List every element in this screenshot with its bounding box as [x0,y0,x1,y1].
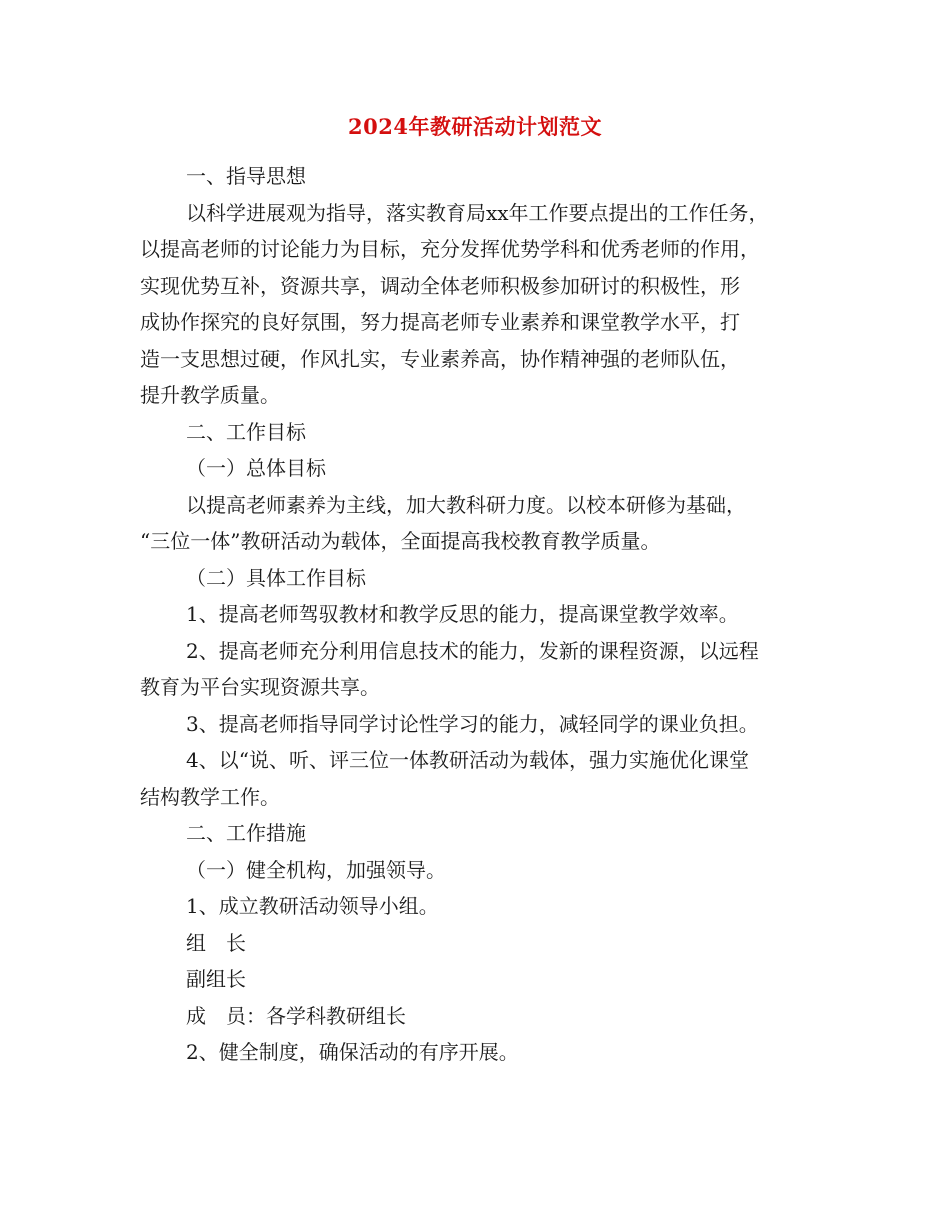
list-item: 2、提高老师充分利用信息技术的能力，发新的课程资源，以远程 [186,638,759,663]
list-item: 2、健全制度，确保活动的有序开展。 [186,1040,519,1064]
list-item: 3、提高老师指导同学讨论性学习的能力，减轻同学的课业负担。 [186,711,759,736]
paragraph-line: 成协作探究的良好氛围，努力提高老师专业素养和课堂教学水平，打 [140,310,740,334]
paragraph-line: 提升教学质量。 [140,383,280,407]
paragraph-line: 以提高老师素养为主线，加大教科研力度。以校本研修为基础， [186,492,746,517]
heading-work-measures: 二、工作措施 [186,821,306,845]
paragraph-line: 实现优势互补，资源共享，调动全体老师积极参加研讨的积极性，形 [140,273,740,298]
subheading-specific-goals: （二）具体工作目标 [186,565,366,590]
paragraph-line: 造一支思想过硬，作风扎实，专业素养高，协作精神强的老师队伍， [140,346,740,371]
role-members: 成 员：各学科教研组长 [186,1003,406,1028]
paragraph-line: 教育为平台实现资源共享。 [140,675,380,699]
paragraph-line: 以科学进展观为指导，落实教育局xx年工作要点提出的工作任务， [186,200,769,225]
list-item: 1、成立教研活动领导小组。 [186,894,439,918]
heading-guiding-ideology: 一、指导思想 [186,164,306,188]
subheading-overall-goals: （一）总体目标 [186,456,326,480]
subheading-organization: （一）健全机构，加强领导。 [186,857,446,882]
heading-work-goals: 二、工作目标 [186,419,306,444]
paragraph-line: “三位一体”教研活动为载体，全面提高我校教育教学质量。 [140,529,661,553]
list-item: 1、提高老师驾驭教材和教学反思的能力，提高课堂教学效率。 [186,602,739,626]
list-item: 4、以“说、听、评三位一体教研活动为载体，强力实施优化课堂 [186,748,749,772]
paragraph-line: 结构教学工作。 [140,784,280,809]
document-title: 2024年教研活动计划范文 [348,114,602,139]
document-body [140,158,820,1071]
paragraph-line: 以提高老师的讨论能力为目标，充分发挥优势学科和优秀老师的作用， [140,237,760,261]
role-deputy-leader: 副组长 [186,967,246,991]
role-leader: 组 长 [186,930,246,955]
